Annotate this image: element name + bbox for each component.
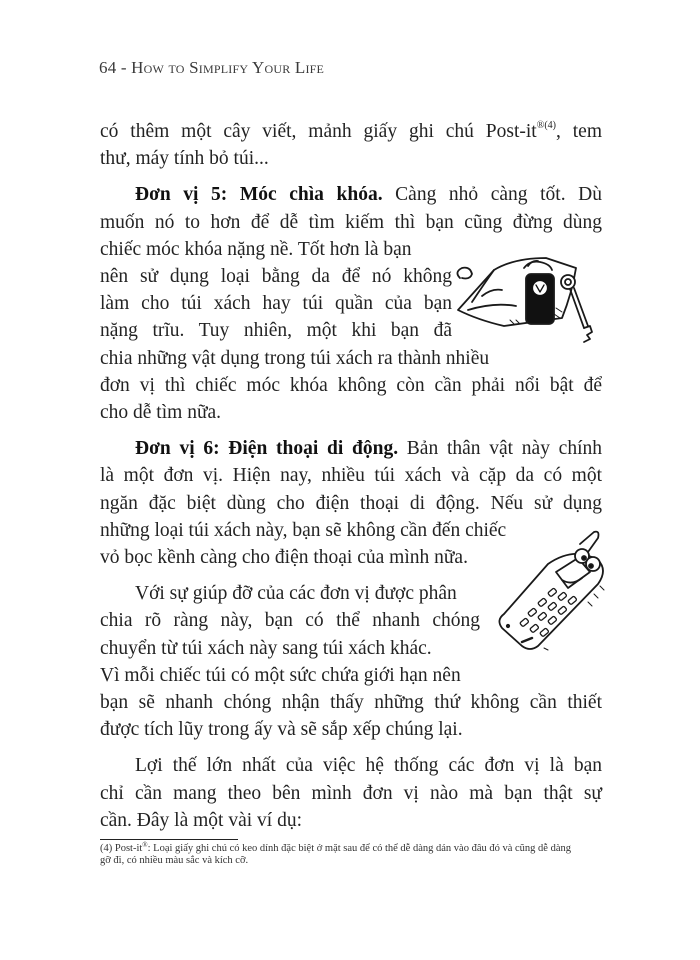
mobile-phone-illustration <box>494 530 614 652</box>
text-line: được tích lũy trong ấy và sẽ sắp xếp chúng lại. <box>100 719 463 741</box>
page-number: 64 <box>99 58 117 77</box>
text-line: Đơn vị 6: Điện thoại di động. Bản thân vật này chính <box>135 438 602 460</box>
text-line: bạn sẽ nhanh chóng nhận thấy những thứ không cần thiết <box>100 692 602 714</box>
footnote-divider <box>100 839 238 840</box>
book-title: How to Simplify Your Life <box>131 58 325 77</box>
unit-5-heading: Đơn vị 5: Móc chìa khóa. <box>135 184 383 206</box>
text-line: Với sự giúp đỡ của các đơn vị được phân <box>135 583 457 605</box>
text-line: nặng trĩu. Tuy nhiên, một khi bạn đã <box>100 320 452 342</box>
text-line: những loại túi xách này, bạn sẽ không cần đến chiếc <box>100 519 507 541</box>
text-line: vỏ bọc kềnh càng cho điện thoại của mình nữa. <box>100 547 468 569</box>
paragraph-continuation <box>100 118 602 172</box>
body-text <box>100 118 602 834</box>
text-line: có thêm một cây viết, mảnh giấy ghi chú Post-$it^{®(4)}$, tem <box>100 120 602 142</box>
text-line: đơn vị thì chiếc móc khóa không còn cần phải nổi bật để <box>100 374 602 396</box>
text-line: chia rõ ràng này, bạn có thể nhanh chóng <box>100 610 480 632</box>
footnote-text: : Loại giấy ghi chú có keo dính đặc biệt ở mặt sau để có thể dễ dàng dán vào đâu đó và cũng dễ dàng gỡ đi, có nhiều màu sắc và kích cỡ. <box>100 843 572 866</box>
text-line: Lợi thế lớn nhất của việc hệ thống các đơn vị là bạn <box>135 755 602 777</box>
text-line: chỉ cần mang theo bên mình đơn vị nào mà bạn thật sự <box>100 782 602 804</box>
paragraph-biggest-advantage <box>100 752 602 834</box>
text-line: chia những vật dụng trong túi xách ra thành nhiều <box>100 347 490 369</box>
running-header <box>99 58 324 78</box>
header-separator: - <box>116 58 132 77</box>
text-line: ngăn đặc biệt dùng cho điện thoại di động. Nếu sử dụng <box>100 492 602 514</box>
footnote-4: (4) Post-it®: Loại giấy ghi chú có keo dính đặc biệt ở mặt sau để có thể dễ dàng dán vào đâu đó và cũng dễ dàng gỡ đi, có nhiều màu sắc và kích cỡ. <box>100 841 572 866</box>
text-line: thư, máy tính bỏ túi... <box>100 148 269 170</box>
text-line: là một đơn vị. Hiện nay, nhiều túi xách và cặp da có một <box>100 465 602 487</box>
keychain-illustration <box>454 248 604 344</box>
text-line: chuyển từ túi xách này sang túi xách khác. <box>100 637 432 659</box>
text-line: Đơn vị 5: Móc chìa khóa. Càng nhỏ càng tốt. Dù <box>135 184 602 206</box>
footnote-marker: (4) Post-it <box>100 843 143 854</box>
text-line: nên sử dụng loại bằng da để nó không <box>100 266 452 288</box>
text-line: muốn nó to hơn để dễ tìm kiếm thì bạn cũng đừng dùng <box>100 211 602 233</box>
footnote-ref: ®(4) <box>536 120 556 131</box>
keychain-icon <box>454 248 604 344</box>
text-line: cần. Đây là một vài ví dụ: <box>100 809 302 831</box>
text-line: cho dễ tìm nữa. <box>100 402 222 424</box>
unit-6-heading: Đơn vị 6: Điện thoại di động. <box>135 438 399 460</box>
mobile-phone-icon <box>494 530 614 652</box>
text-line: chiếc móc khóa nặng nề. Tốt hơn là bạn <box>100 238 412 260</box>
text-line: Vì mỗi chiếc túi có một sức chứa giới hạn nên <box>100 664 461 686</box>
text-line: làm cho túi xách hay túi quần của bạn <box>100 293 452 315</box>
